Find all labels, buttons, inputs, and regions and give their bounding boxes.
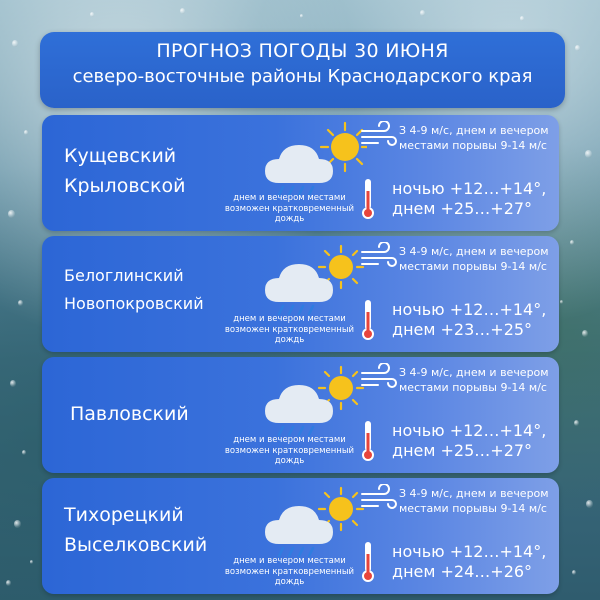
rain-drop	[574, 420, 579, 426]
day-temperature: днем +25…+27°	[392, 199, 533, 218]
precipitation-text: днем и вечером местами возможен кратковременный дождь	[224, 556, 355, 587]
district-names	[64, 141, 254, 201]
forecast-card-kushchevsky	[42, 115, 559, 231]
district-name: Новопокровский	[64, 294, 204, 313]
rain-drop	[575, 45, 580, 51]
rain-drop	[8, 210, 15, 218]
forecast-card-beloglinsky	[42, 236, 559, 352]
page-title: ПРОГНОЗ ПОГОДЫ 30 ИЮНЯ	[156, 40, 449, 62]
rain-drop	[180, 8, 185, 14]
thermometer-icon	[360, 419, 376, 463]
rain-drop	[12, 40, 18, 47]
day-temperature: днем +25…+27°	[392, 441, 533, 460]
day-temperature: днем +23…+25°	[392, 320, 533, 339]
rain-drop	[22, 450, 26, 455]
rain-drop	[6, 580, 11, 586]
sun-cloud-rain-icon	[257, 240, 367, 318]
wind-icon	[360, 484, 398, 514]
night-temperature: ночью +12…+14°,	[392, 179, 547, 198]
night-temperature: ночью +12…+14°,	[392, 300, 547, 319]
district-name: Выселковский	[64, 534, 208, 556]
rain-drop	[24, 130, 28, 135]
thermometer-icon	[360, 177, 376, 221]
rain-drop	[90, 12, 94, 17]
wind-icon	[360, 121, 398, 151]
wind-icon	[360, 363, 398, 393]
district-names	[64, 500, 254, 560]
wind-text: З 4-9 м/с, днем и вечером местами порывы 9-14 м/с	[399, 487, 549, 515]
rain-drop	[572, 570, 576, 575]
rain-drop	[420, 10, 425, 16]
district-name: Кущевский	[64, 145, 177, 167]
rain-drop	[570, 240, 574, 245]
rain-drop	[560, 300, 563, 304]
precipitation-text: днем и вечером местами возможен кратковременный дождь	[224, 435, 355, 466]
rain-drop	[10, 380, 16, 387]
precipitation-text: днем и вечером местами возможен кратковременный дождь	[224, 314, 355, 345]
night-temperature: ночью +12…+14°,	[392, 542, 547, 561]
district-names	[70, 399, 260, 429]
wind-icon	[360, 242, 398, 272]
temperature-block	[392, 421, 559, 461]
temperature-block	[392, 542, 559, 582]
wind-text: З 4-9 м/с, днем и вечером местами порывы 9-14 м/с	[399, 124, 549, 152]
rain-drop	[14, 520, 21, 528]
rain-drop	[520, 16, 524, 21]
rain-drop	[30, 560, 33, 564]
rain-drop	[18, 300, 23, 306]
district-name: Павловский	[70, 403, 189, 425]
sun-cloud-rain-icon	[257, 482, 367, 560]
sun-cloud-rain-icon	[257, 119, 367, 197]
district-name: Тихорецкий	[64, 504, 184, 526]
wind-text: З 4-9 м/с, днем и вечером местами порывы 9-14 м/с	[399, 366, 549, 394]
night-temperature: ночью +12…+14°,	[392, 421, 547, 440]
district-name: Белоглинский	[64, 266, 184, 285]
thermometer-icon	[360, 540, 376, 584]
thermometer-icon	[360, 298, 376, 342]
temperature-block	[392, 300, 559, 340]
rain-drop	[582, 330, 588, 337]
rain-drop	[300, 14, 303, 18]
forecast-card-tikhoretsky	[42, 478, 559, 594]
district-names	[64, 262, 254, 318]
forecast-header	[40, 32, 565, 108]
day-temperature: днем +24…+26°	[392, 562, 533, 581]
forecast-card-pavlovsky	[42, 357, 559, 473]
rain-drop	[585, 150, 592, 158]
temperature-block	[392, 179, 559, 219]
rain-drop	[586, 500, 593, 508]
page-subtitle: северо-восточные районы Краснодарского края	[72, 66, 533, 87]
precipitation-text: днем и вечером местами возможен кратковременный дождь	[224, 193, 355, 224]
wind-text: З 4-9 м/с, днем и вечером местами порывы 9-14 м/с	[399, 245, 549, 273]
sun-cloud-rain-icon	[257, 361, 367, 439]
district-name: Крыловской	[64, 175, 186, 197]
